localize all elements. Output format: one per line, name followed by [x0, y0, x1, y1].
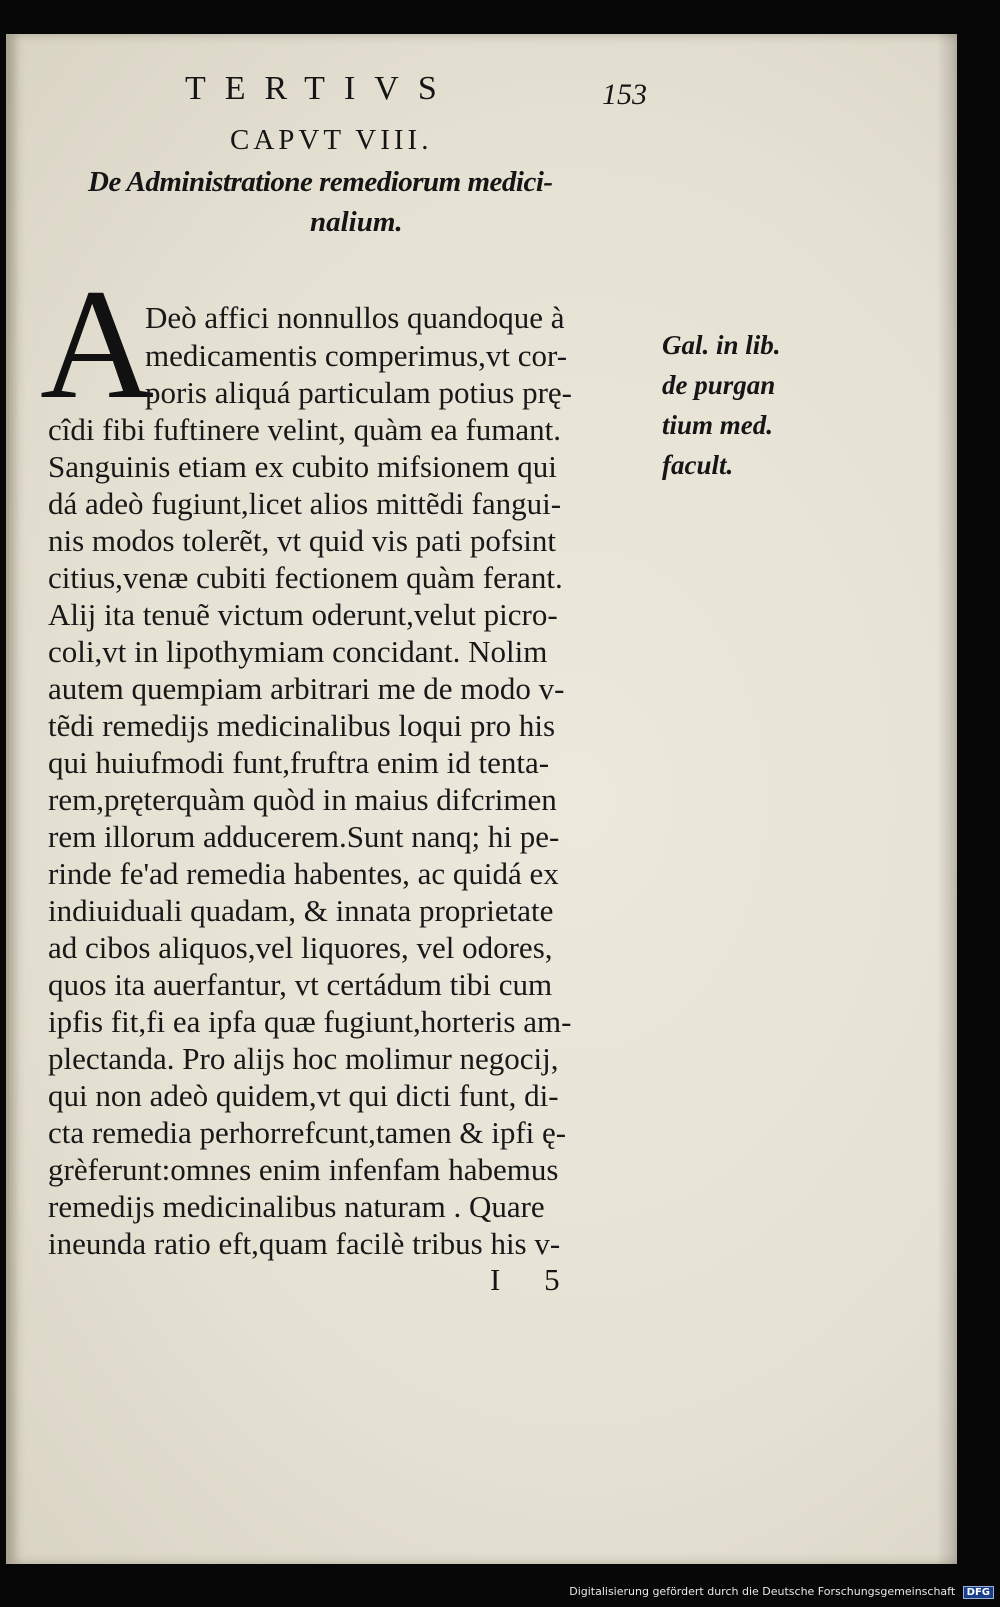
page-edge-shadow — [937, 34, 957, 1564]
body-line: cta remedia perhorrefcunt,tamen & ipfi ę- — [48, 1115, 567, 1150]
body-line: tẽdi remedijs medicinalibus loqui pro his — [48, 708, 556, 743]
body-line: qui non adeò quidem,vt qui dicti funt, di- — [48, 1078, 559, 1113]
body-line: indiuiduali quadam, & innata proprietate — [48, 893, 554, 928]
running-head: TERTIVS — [185, 70, 456, 107]
body-line: qui huiufmodi funt,fruftra enim id tenta- — [48, 745, 550, 780]
chapter-title-line-2: nalium. — [310, 206, 403, 238]
digitization-credit — [569, 1585, 994, 1603]
body-line: dá adeò fugiunt,licet alios mittẽdi fangui- — [48, 486, 562, 521]
drop-cap: A — [40, 257, 155, 432]
body-line: poris aliquá particulam potius prę- — [145, 375, 572, 410]
body-line: nis modos tolerẽt, vt quid vis pati pofsint — [48, 523, 557, 558]
body-line: Sanguinis etiam ex cubito mifsionem qui — [48, 449, 557, 484]
body-line: ad cibos aliquos,vel liquores, vel odores, — [48, 930, 553, 965]
body-line: grèferunt:omnes enim infenfam habemus — [48, 1152, 559, 1187]
body-line: citius,venæ cubiti fectionem quàm ferant. — [48, 560, 563, 595]
body-line: rem illorum adducerem.Sunt nanq; hi pe- — [48, 819, 560, 854]
marginal-note-line: facult. — [662, 450, 734, 480]
signature-mark: I 5 — [490, 1262, 578, 1297]
dfg-logo: DFG — [963, 1586, 994, 1599]
marginal-note-line: tium med. — [662, 410, 774, 440]
chapter-heading: CAPVT VIII. — [230, 124, 433, 156]
body-line: cîdi fibi fuftinere velint, quàm ea fumant. — [48, 412, 562, 447]
body-line: Deò affici nonnullos quandoque à — [145, 300, 565, 335]
body-line: coli,vt in lipothymiam concidant. Nolim — [48, 634, 548, 669]
credit-text: Digitalisierung gefördert durch die Deutsche Forschungsgemeinschaft — [569, 1585, 956, 1598]
body-line: rinde fe'ad remedia habentes, ac quidá ex — [48, 856, 559, 891]
body-line: rem,pręterquàm quòd in maius difcrimen — [48, 782, 557, 817]
body-line: Alij ita tenuẽ victum oderunt,velut picro- — [48, 597, 558, 632]
body-line: autem quempiam arbitrari me de modo v- — [48, 671, 565, 706]
body-line: quos ita auerfantur, vt certádum tibi cum — [48, 967, 553, 1002]
body-line: ipfis fit,fi ea ipfa quæ fugiunt,horteris am- — [48, 1004, 572, 1039]
body-line: medicamentis comperimus,vt cor- — [145, 338, 568, 373]
body-line: ineunda ratio eft,quam facilè tribus his v- — [48, 1226, 561, 1261]
body-line: plectanda. Pro alijs hoc molimur negocij, — [48, 1041, 559, 1076]
body-line: remedijs medicinalibus naturam . Quare — [48, 1189, 545, 1224]
page-number: 153 — [602, 78, 647, 111]
marginal-note-line: de purgan — [662, 370, 776, 400]
marginal-note-line: Gal. in lib. — [662, 330, 781, 360]
chapter-title-line-1: De Administratione remediorum medici- — [88, 166, 553, 198]
